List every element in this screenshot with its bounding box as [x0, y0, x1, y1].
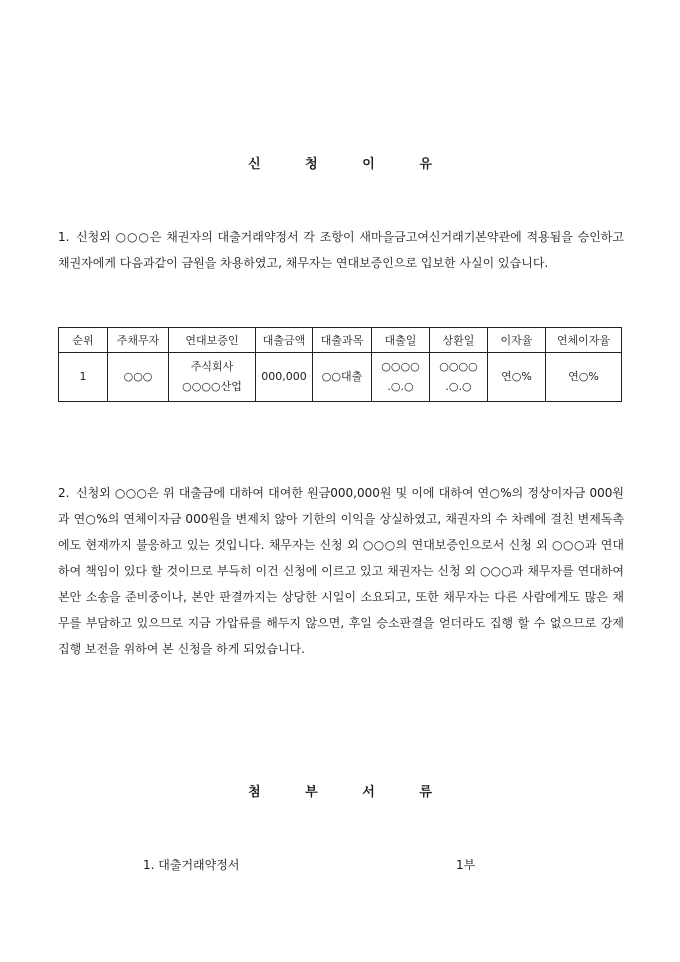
paragraph-2-number: 2.	[58, 486, 70, 500]
header-guarantor: 연대보증인	[169, 328, 256, 353]
cell-interest-rate: 연○%	[488, 353, 546, 402]
cell-due-date	[430, 353, 488, 402]
attachment-name: 1. 대출거래약정서	[143, 858, 240, 872]
cell-amount: 000,000	[256, 353, 313, 402]
header-due-date: 상환일	[430, 328, 488, 353]
cell-main-debtor: ○○○	[108, 353, 169, 402]
cell-rank: 1	[59, 353, 108, 402]
header-rank: 순위	[59, 328, 108, 353]
cell-loan-date-line2: .○.○	[387, 380, 414, 393]
loan-table	[58, 327, 622, 402]
cell-loan-date-line1: ○○○○	[381, 360, 420, 373]
cell-loan-type: ○○대출	[313, 353, 372, 402]
paragraph-1-number: 1.	[58, 230, 70, 244]
paragraph-1	[58, 224, 624, 276]
header-interest-rate: 이자율	[488, 328, 546, 353]
section-title-reason: 신 청 이 유	[248, 157, 452, 172]
header-loan-date: 대출일	[372, 328, 430, 353]
header-main-debtor: 주채무자	[108, 328, 169, 353]
header-amount: 대출금액	[256, 328, 313, 353]
loan-table-header-row	[59, 328, 622, 353]
paragraph-2	[58, 480, 624, 662]
table-row	[59, 353, 622, 402]
cell-guarantor	[169, 353, 256, 402]
cell-overdue-rate: 연○%	[546, 353, 622, 402]
attachment-count: 1부	[456, 858, 476, 872]
header-loan-type: 대출과목	[313, 328, 372, 353]
cell-guarantor-line1: 주식회사	[190, 360, 234, 373]
section-title-attachments: 첨 부 서 류	[248, 785, 452, 800]
paragraph-1-text: 신청외 ○○○은 채권자의 대출거래약정서 각 조항이 새마을금고여신거래기본약관에 적용됨을 승인하고 채권자에게 다음과같이 금원을 차용하였고, 채무자는 연대보증인으로 입보한 사실이 있습니다.	[58, 230, 624, 270]
cell-due-date-line1: ○○○○	[439, 360, 478, 373]
paragraph-2-text: 신청외 ○○○은 위 대출금에 대하여 대여한 원금000,000원 및 이에 대하여 연○%의 정상이자금 000원과 연○%의 연체이자금 000원을 변제치 않아 기한의 이익을 상실하였고, 채권자의 수 차례에 걸친 변제독촉에도 현재까지 불응하고 있는 것입니다. 채무자는 신청 외 ○○○의 연대보증인으로서 신청 외 ○○○과 연대하여 책임이 있다 할 것이므로 부득히 이건 신청에 이르고 있고 채권자는 신청 외 ○○○과 채무자를 연대하여 본안 소송을 준비중이나, 본안 판결까지는 상당한 시일이 소요되고, 또한 채무자는 다른 사람에게도 많은 채무를 부담하고 있으므로 지금 가압류를 해두지 않으면, 후일 승소판결을 얻더라도 집행 할 수 없으므로 강제집행 보전을 위하여 본 신청을 하게 되었습니다.	[58, 486, 624, 656]
cell-guarantor-line2: ○○○○산업	[182, 380, 242, 393]
cell-loan-date	[372, 353, 430, 402]
header-overdue-rate: 연체이자율	[546, 328, 622, 353]
cell-due-date-line2: .○.○	[445, 380, 472, 393]
